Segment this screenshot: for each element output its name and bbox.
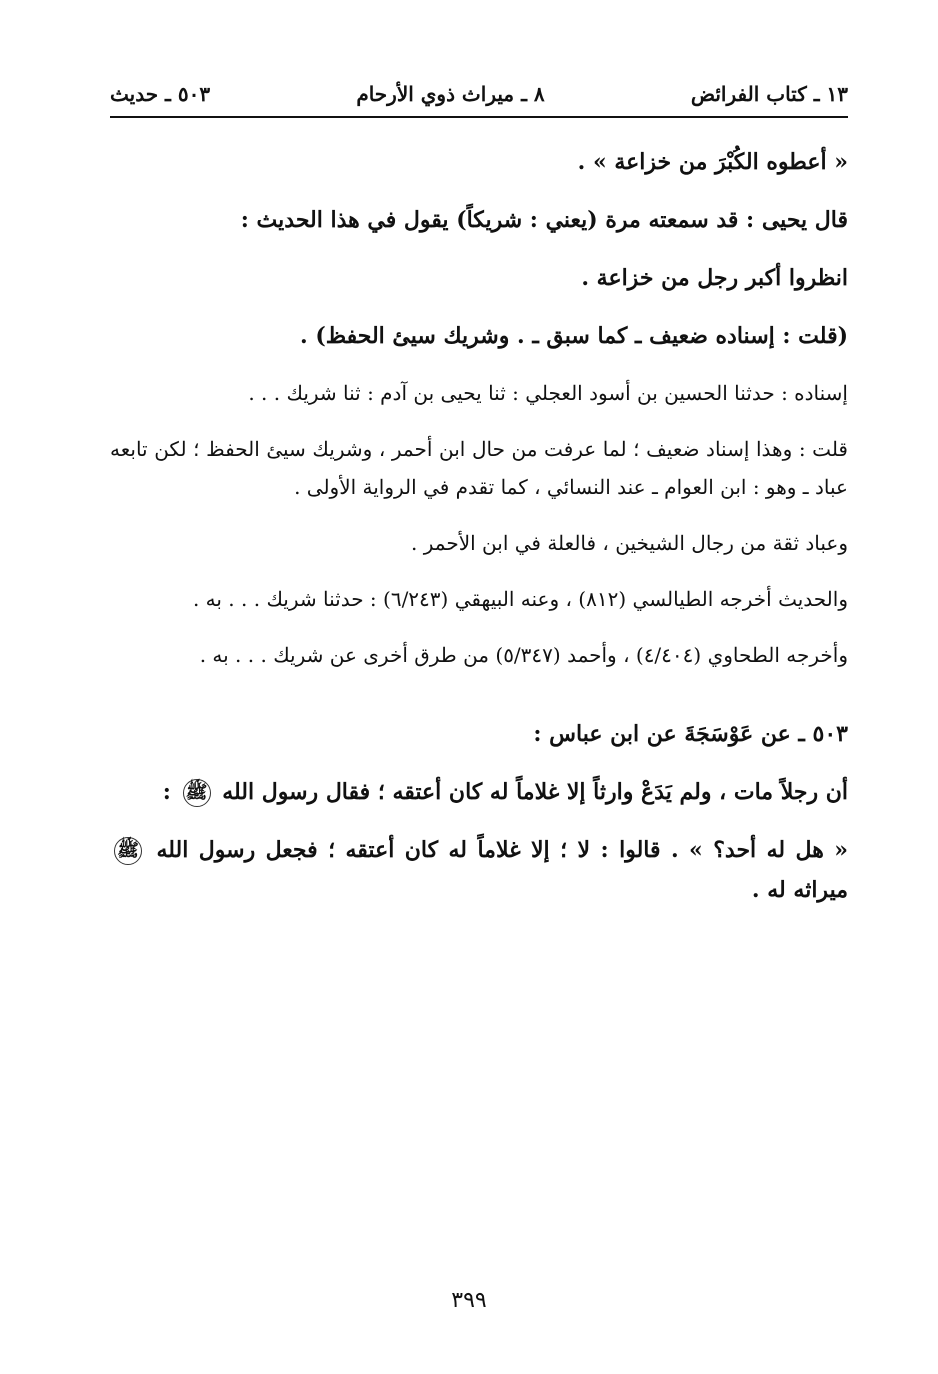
salawat-icon: ﷺ — [183, 779, 211, 807]
header-hadith-number: ٥٠٣ ـ حديث — [110, 82, 211, 106]
takhrij-paragraph: والحديث أخرجه الطيالسي (٨١٢) ، وعنه البيهقي (٦/٢٤٣) : حدثنا شريك . . . به . — [192, 587, 848, 611]
running-header — [110, 72, 848, 118]
hadith-heading: ٥٠٣ ـ عن عَوْسَجَةَ عن ابن عباس : — [533, 721, 848, 747]
header-section: ٨ ـ ميراث ذوي الأرحام — [356, 82, 545, 106]
page-body — [110, 142, 848, 910]
hadith-text-body: أن رجلاً مات ، ولم يَدَعْ وارثاً إلا غلاماً له كان أعتقه ؛ فقال رسول الله — [222, 779, 848, 805]
hadith-text-line: « أعطوه الكُبْرَ من خزاعة » . — [577, 149, 848, 175]
narrator-quote: انظروا أكبر رجل من خزاعة . — [581, 265, 848, 291]
page-number: ٣٩٩ — [451, 1288, 487, 1313]
hadith-text — [110, 830, 848, 910]
grading-note: (قلت : إسناده ضعيف ـ كما سبق ـ . وشريك سيئ الحفظ) . — [300, 323, 848, 349]
hadith-text-body: « هل له أحد؟ » . قالوا : لا ؛ إلا غلاماً له كان أعتقه ؛ فجعل رسول الله — [156, 837, 848, 863]
takhrij-paragraph: وأخرجه الطحاوي (٤/٤٠٤) ، وأحمد (٥/٣٤٧) من طرق أخرى عن شريك . . . به . — [199, 643, 848, 667]
narrator-statement: قال يحيى : قد سمعته مرة (يعني : شريكاً) يقول في هذا الحديث : — [240, 207, 848, 233]
salawat-icon: ﷺ — [114, 837, 142, 865]
header-chapter: ١٣ ـ كتاب الفرائض — [690, 82, 848, 106]
commentary-paragraph: وعباد ثقة من رجال الشيخين ، فالعلة في ابن الأحمر . — [411, 531, 848, 555]
hadith-text-tail: ميراثه له . — [751, 877, 848, 903]
hadith-text — [110, 772, 848, 812]
commentary-paragraph: قلت : وهذا إسناد ضعيف ؛ لما عرفت من حال ابن أحمر ، وشريك سيئ الحفظ ؛ لكن تابعه عباد ـ وهو : ابن العوام ـ عند النسائي ، كما تقدم في الرواية الأولى . — [110, 437, 848, 499]
hadith-text-tail: : — [162, 779, 171, 805]
isnad-paragraph: إسناده : حدثنا الحسين بن أسود العجلي : ثنا يحيى بن آدم : ثنا شريك . . . — [248, 381, 848, 405]
